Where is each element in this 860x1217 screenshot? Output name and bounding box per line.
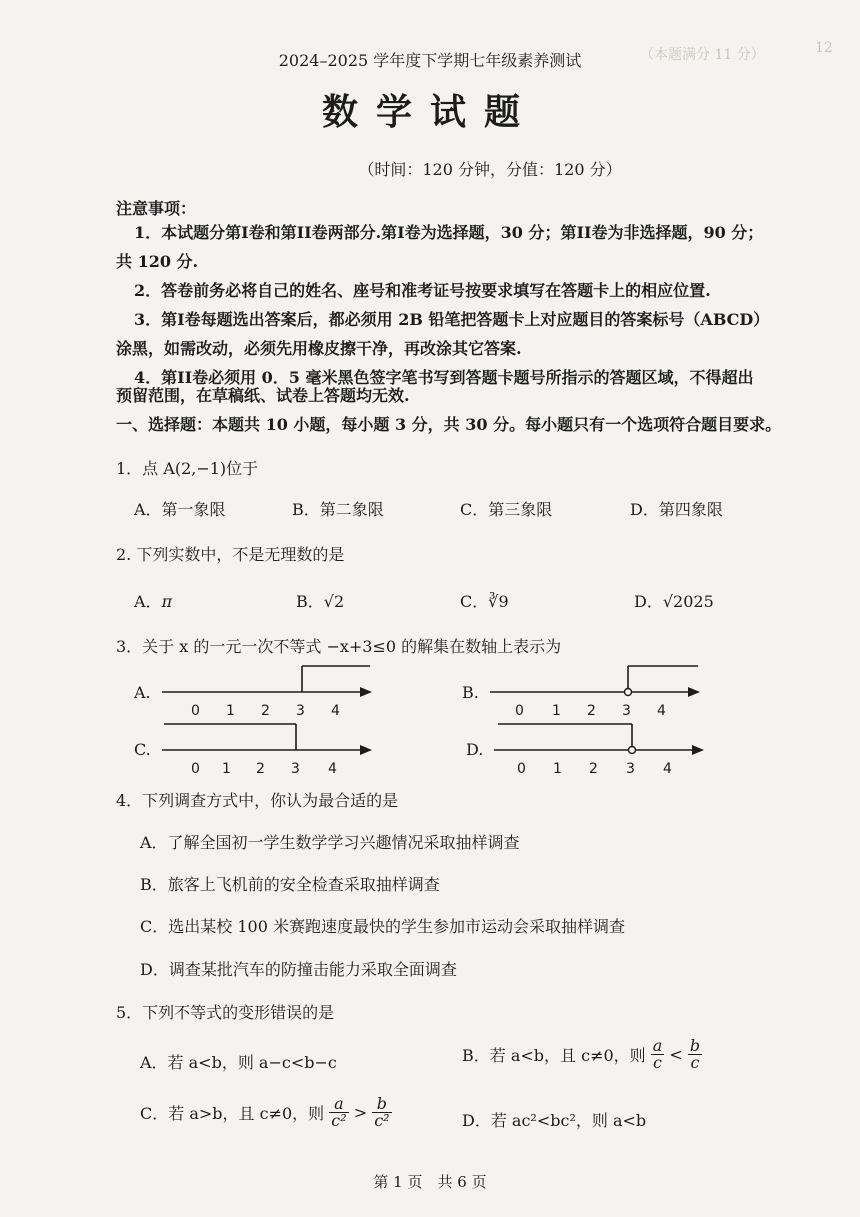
tick-label: 2 — [589, 761, 598, 777]
q4-option-c: C．选出某校 100 米赛跑速度最快的学生参加市运动会采取抽样调查 — [140, 917, 625, 936]
q2-option-a: A．π — [134, 592, 173, 611]
q5-option-b: B．若 a<b，且 c≠0，则 $\frac{a}{c}$ < $\frac{b}{c}$ — [462, 1036, 701, 1072]
tick-label: 3 — [626, 761, 635, 777]
tick-label: 0 — [191, 761, 200, 777]
bleed-through-number: 12 — [815, 40, 833, 56]
tick-label: 0 — [517, 761, 526, 777]
note-line: 共 120 分. — [116, 252, 199, 271]
note-line: 4．第II卷必须用 0．5 毫米黑色签字笔书写到答题卡题号所指示的答题区域，不得超出 — [134, 368, 754, 387]
tick-label: 4 — [663, 761, 672, 777]
q3-option-c-label: C. — [134, 740, 151, 759]
tick-label: 1 — [222, 761, 231, 777]
question-5-stem: 5．下列不等式的变形错误的是 — [116, 1003, 335, 1022]
notes-heading: 注意事项： — [116, 199, 197, 218]
tick-label: 4 — [328, 761, 337, 777]
q2-option-b: B．√2 — [296, 592, 345, 611]
question-2-stem: 2. 下列实数中，不是无理数的是 — [116, 545, 345, 564]
fraction-a-over-c2: $\frac{a}{\text{c²}}$ — [331, 1094, 347, 1130]
tick-label: 1 — [552, 703, 561, 719]
note-line: 3．第I卷每题选出答案后，都必须用 2B 铅笔把答题卡上对应题目的答案标号（ABCD） — [134, 310, 770, 329]
note-line: 涂黑，如需改动，必须先用橡皮擦干净，再改涂其它答案. — [116, 339, 522, 358]
tick-label: 4 — [657, 703, 666, 719]
q3-option-b-label: B. — [462, 683, 479, 702]
section-heading: 一、选择题：本题共 10 小题，每小题 3 分，共 30 分。每小题只有一个选项符合题目要求。 — [116, 415, 782, 434]
q3-option-a-label: A. — [134, 683, 151, 702]
tick-label: 0 — [515, 703, 524, 719]
tick-label: 1 — [553, 761, 562, 777]
q4-option-a: A．了解全国初一学生数学学习兴趣情况采取抽样调查 — [140, 833, 520, 852]
time-info: （时间：120 分钟，分值：120 分） — [358, 160, 622, 179]
question-1-stem: 1．点 A(2,−1)位于 — [116, 459, 259, 478]
q5-option-d: D．若 ac²<bc²，则 a<b — [462, 1111, 647, 1130]
tick-label: 0 — [191, 703, 200, 719]
q4-option-d: D．调查某批汽车的防撞击能力采取全面调查 — [140, 960, 457, 979]
q1-option-a: A．第一象限 — [134, 500, 226, 519]
q3-option-d-label: D. — [466, 740, 484, 759]
tick-label: 1 — [226, 703, 235, 719]
tick-label: 2 — [587, 703, 596, 719]
bleed-through-text: （本题满分 11 分） — [640, 47, 765, 63]
q3-number-line-c — [160, 720, 375, 780]
tick-label: 3 — [296, 703, 305, 719]
fraction-b-over-c: $\frac{b}{c}$ — [689, 1036, 701, 1072]
q2-option-c: C．∛9 — [460, 592, 509, 611]
q5-option-c: C．若 a>b，且 c≠0，则 $\frac{a}{\text{c²}}$ > $\frac{b}{\text{c²}}$ — [140, 1094, 390, 1130]
page-footer: 第 1 页 共 6 页 — [373, 1173, 487, 1191]
tick-label: 2 — [256, 761, 265, 777]
q1-option-d: D．第四象限 — [630, 500, 723, 519]
q4-option-b: B．旅客上飞机前的安全检查采取抽样调查 — [140, 875, 440, 894]
q2-option-d: D．√2025 — [634, 592, 714, 611]
q1-option-c: C．第三象限 — [460, 500, 553, 519]
question-4-stem: 4．下列调查方式中，你认为最合适的是 — [116, 791, 399, 810]
note-line: 1．本试题分第I卷和第II卷两部分.第I卷为选择题，30 分；第II卷为非选择题，90 分； — [134, 223, 764, 242]
tick-label: 3 — [622, 703, 631, 719]
q5-option-a: A．若 a<b，则 a−c<b−c — [140, 1053, 337, 1072]
q3-number-line-d — [492, 720, 707, 780]
q1-option-b: B．第二象限 — [292, 500, 384, 519]
q3-number-line-a — [160, 662, 375, 722]
exam-subtitle: 2024–2025 学年度下学期七年级素养测试 — [278, 51, 582, 70]
tick-label: 2 — [261, 703, 270, 719]
fraction-a-over-c: $\frac{a}{c}$ — [652, 1036, 663, 1072]
fraction-b-over-c2: $\frac{b}{\text{c²}}$ — [374, 1094, 390, 1130]
q3-number-line-b — [488, 662, 703, 722]
note-line: 2．答卷前务必将自己的姓名、座号和准考证号按要求填写在答题卡上的相应位置. — [134, 281, 711, 300]
tick-label: 4 — [331, 703, 340, 719]
question-3-stem: 3．关于 x 的一元一次不等式 −x+3≤0 的解集在数轴上表示为 — [116, 637, 562, 656]
tick-label: 3 — [291, 761, 300, 777]
exam-title: 数学试题 — [321, 91, 538, 133]
note-line: 预留范围，在草稿纸、试卷上答题均无效. — [116, 386, 410, 405]
